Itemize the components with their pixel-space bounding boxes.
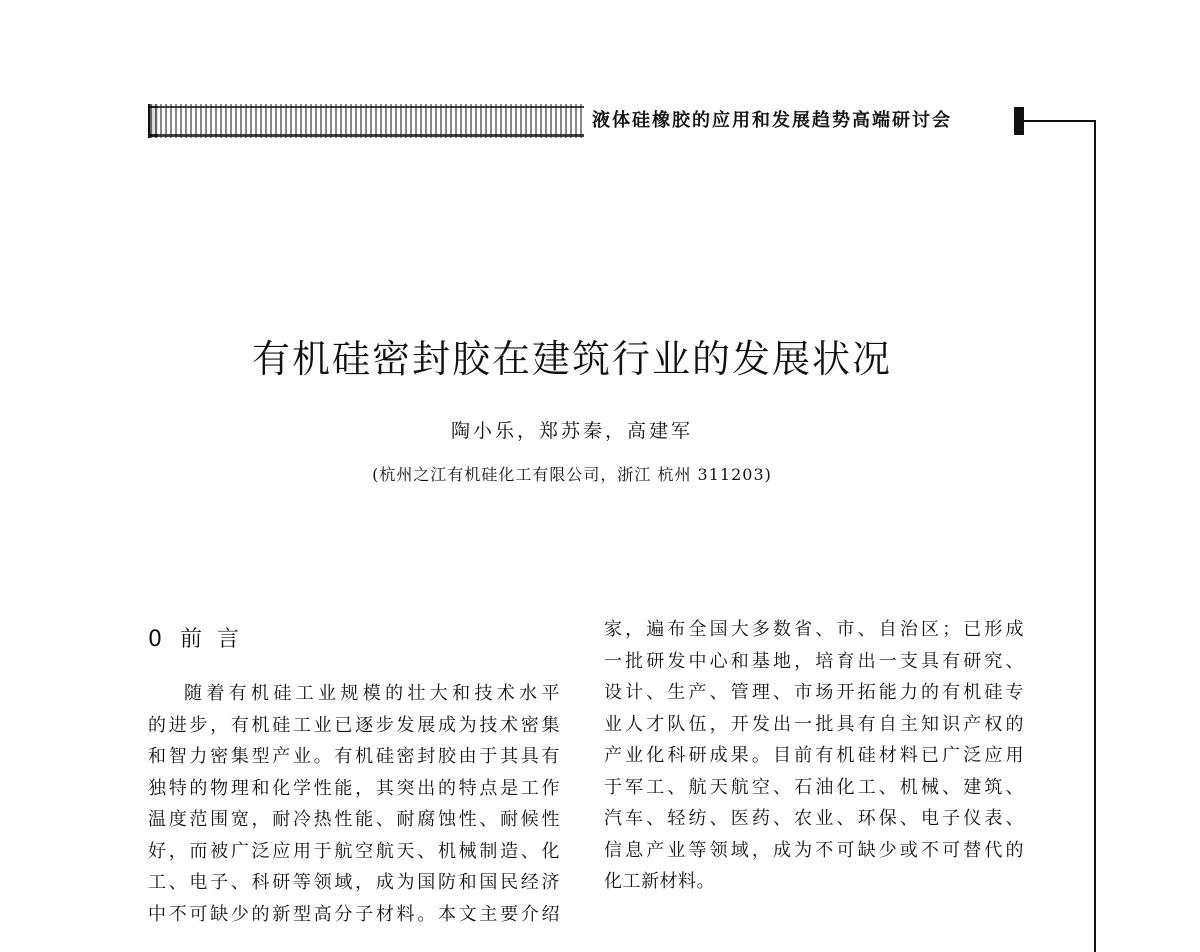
- right-column-line: 业人才队伍，开发出一批具有自主知识产权的: [604, 713, 1024, 735]
- right-column-line: 产业化科研成果。目前有机硅材料已广泛应用: [604, 745, 1024, 766]
- left-column-line: 好，而被广泛应用于航空航天、机械制造、化: [148, 840, 560, 862]
- left-column-line: 工、电子、科研等领域，成为国防和国民经济: [148, 872, 560, 893]
- paper-authors: 陶小乐，郑苏秦，高建军: [450, 420, 693, 442]
- left-column-line: 温度范围宽，耐冷热性能、耐腐蚀性、耐候性: [148, 809, 560, 830]
- section-number: 0: [148, 627, 166, 652]
- left-column-text: [148, 678, 560, 930]
- left-column-line: 的进步，有机硅工业已逐步发展成为技术密集: [148, 714, 560, 736]
- right-column-line: 信息产业等领域，成为不可缺少或不可替代的: [604, 839, 1024, 861]
- right-column-line: 家，遍布全国大多数省、市、自治区；已形成: [604, 619, 1024, 640]
- right-column-line: 汽车、轻纺、医药、农业、环保、电子仪表、: [604, 808, 1024, 829]
- left-column-line: 中不可缺少的新型高分子材料。本文主要介绍: [148, 903, 560, 925]
- right-column-line: 化工新材料。: [604, 871, 715, 892]
- section-heading: [148, 622, 243, 653]
- paper-affiliation: (杭州之江有机硅化工有限公司，浙江 杭州 311203): [372, 465, 772, 484]
- right-column-line: 一批研发中心和基地，培育出一支具有研究、: [604, 650, 1024, 672]
- header-band-right-mark: [1014, 107, 1024, 135]
- right-column-line: 设计、生产、管理、市场开拓能力的有机硅专: [604, 682, 1024, 703]
- left-column-line: 独特的物理和化学性能，其突出的特点是工作: [148, 777, 560, 799]
- left-column-line: 随着有机硅工业规模的壮大和技术水平: [184, 683, 560, 704]
- paper-title: 有机硅密封胶在建筑行业的发展状况: [251, 337, 892, 381]
- right-column-line: 于军工、航天航空、石油化工、机械、建筑、: [604, 776, 1024, 798]
- right-column-text: [604, 614, 1024, 898]
- header-decorative-band: [150, 104, 584, 138]
- conference-title: 液体硅橡胶的应用和发展趋势高端研讨会: [592, 110, 952, 131]
- page-frame-rule-vertical: [1094, 120, 1096, 952]
- section-title: 前 言: [180, 627, 243, 652]
- page-frame-rule-horizontal: [1024, 120, 1096, 122]
- left-column-line: 和智力密集型产业。有机硅密封胶由于其具有: [148, 746, 560, 767]
